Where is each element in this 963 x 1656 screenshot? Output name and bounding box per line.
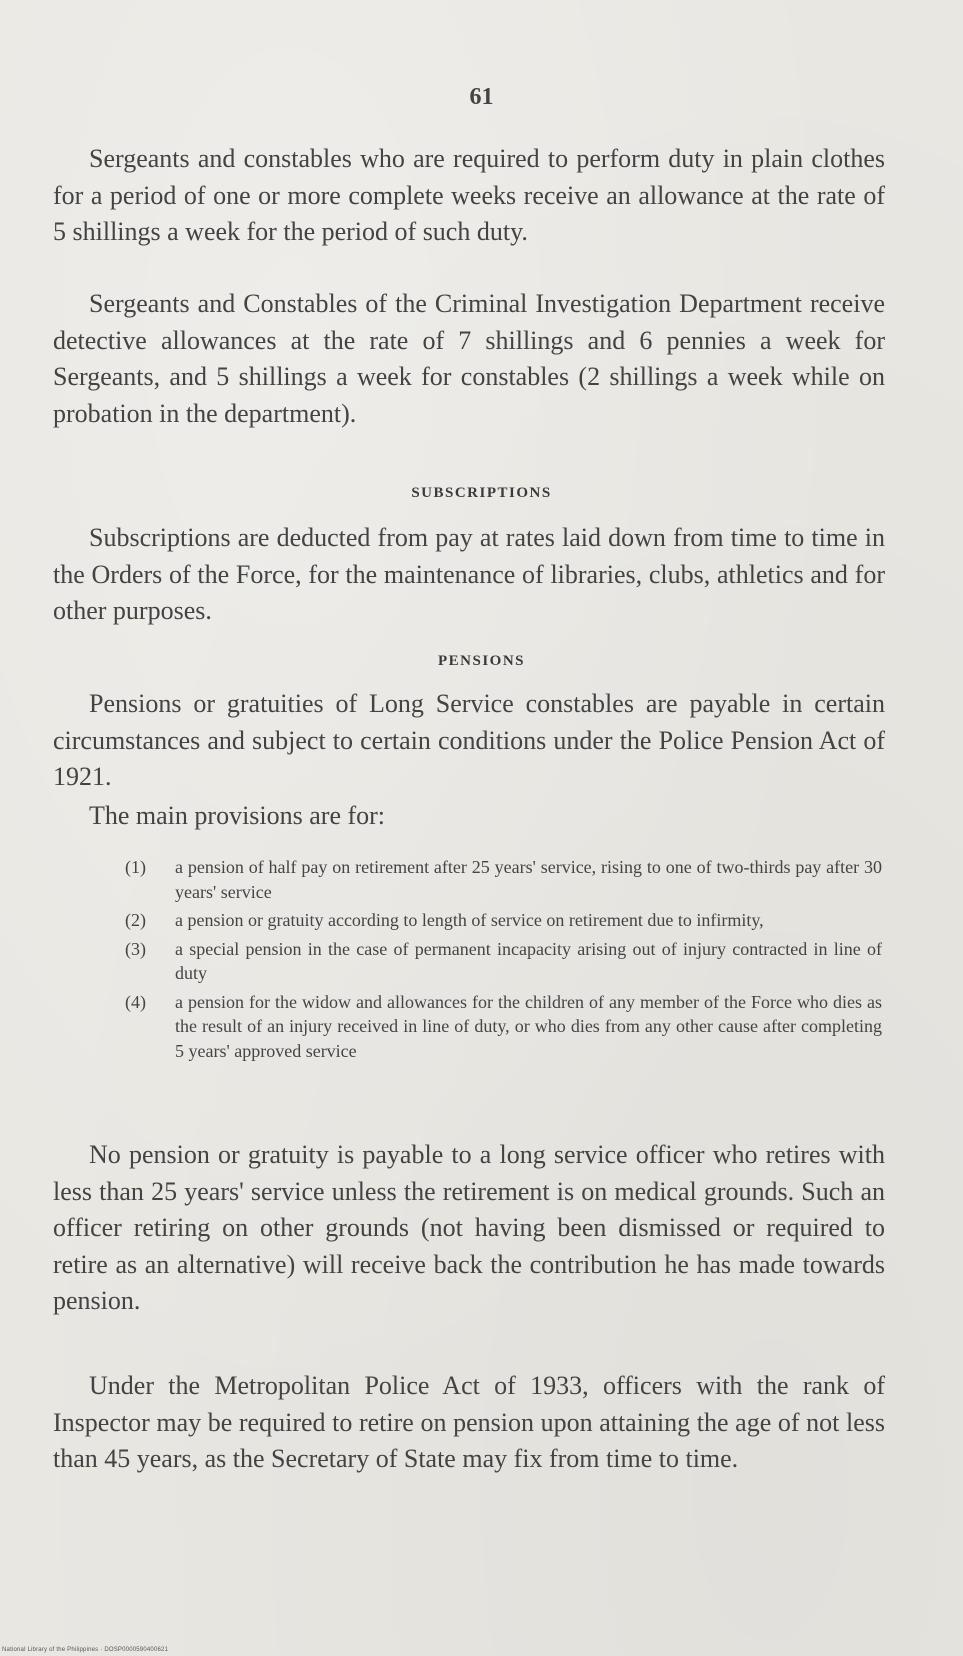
paragraph-plain-clothes-allowance: Sergeants and constables who are required to perform duty in plain clothes for a period of one or more complete weeks receive an allowance at the rate of 5 shillings a week for the period of such duty. <box>53 144 885 246</box>
list-item-text: a pension or gratuity according to length of service on retirement due to infirmity, <box>175 910 764 930</box>
page-number: 61 <box>469 84 494 110</box>
list-item <box>125 908 882 933</box>
paragraph-metropolitan-police-act: Under the Metropolitan Police Act of 1933, officers with the rank of Inspector may be required to retire on pension upon attaining the age of not less than 45 years, as the Secretary of State may fix from time to time. <box>53 1371 885 1473</box>
paragraph-detective-allowance: Sergeants and Constables of the Criminal Investigation Department receive detective allowances at the rate of 7 shillings and 6 pennies a week for Sergeants, and 5 shillings a week for constables (2 shillings a week while on probation in the department). <box>53 289 885 428</box>
list-item-text: a pension for the widow and allowances for the children of any member of the Force who dies as the result of an injury received in line of duty, or who dies from any other cause after completing 5 years' approved service <box>175 991 882 1061</box>
list-item <box>125 937 882 986</box>
paragraph-no-pension: No pension or gratuity is payable to a long service officer who retires with less than 25 years' service unless the retirement is on medical grounds. Such an officer retiring on other grounds (not having been dismissed or required to retire as an alternative) will receive back the contribution he has made towards pension. <box>53 1140 885 1315</box>
list-item-text: a special pension in the case of permanent incapacity arising out of injury contracted in line of duty <box>175 938 882 983</box>
list-item <box>125 990 882 1064</box>
list-item-text: a pension of half pay on retirement after 25 years' service, rising to one of two-thirds pay after 30 years' service <box>175 857 882 902</box>
list-item-number: (2) <box>125 910 146 930</box>
paragraph-pensions-intro: Pensions or gratuities of Long Service constables are payable in certain circumstances and subject to certain conditions under the Police Pension Act of 1921. <box>53 689 885 791</box>
list-item <box>125 855 882 904</box>
provisions-list <box>125 855 882 1067</box>
paragraph-subscriptions: Subscriptions are deducted from pay at rates laid down from time to time in the Orders of the Force, for the maintenance of libraries, clubs, athletics and for other purposes. <box>53 523 885 625</box>
heading-subscriptions: SUBSCRIPTIONS <box>411 485 552 501</box>
list-item-number: (4) <box>125 991 146 1012</box>
list-item-number: (3) <box>125 938 146 959</box>
paragraph-main-provisions: The main provisions are for: <box>89 801 386 830</box>
list-item-number: (1) <box>125 857 146 877</box>
scan-credit-footer: National Library of the Philippines · DOSP0000590400621 <box>2 1647 169 1653</box>
heading-pensions: PENSIONS <box>437 653 526 669</box>
